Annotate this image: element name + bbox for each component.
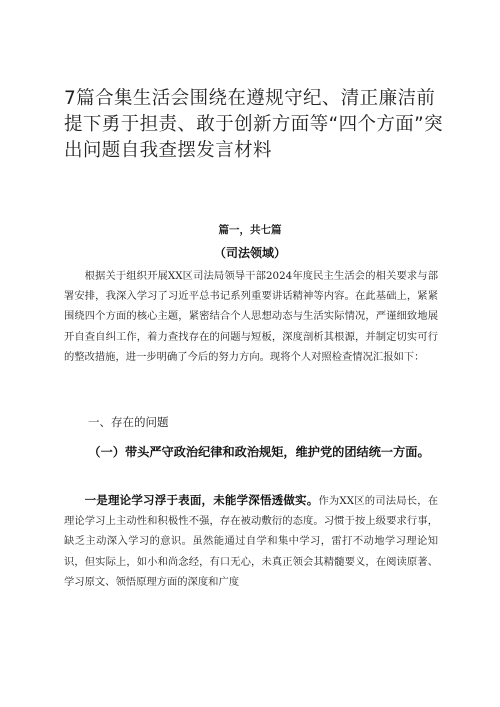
point-body: 作为XX区的司法局长，在理论学习上主动性和积极性不强，存在被动敷衍的态度。习惯于按上级要求行事，缺乏主动深入学习的意识。虽然能通过自学和集中学习，雷打不动地学习理论知识，但实际上，如小和尚念经，有口无心，未真正领会其精髓要义，在阅读原著、学习原文、领悟原理方面的深度和广度 <box>64 495 438 588</box>
domain-label: （司法领域） <box>213 246 286 260</box>
subsection-heading: （一）带头严守政治纪律和政治规矩，维护党的团结统一方面。 <box>88 445 430 459</box>
chapter-label: 篇一，共七篇 <box>218 224 282 236</box>
document-title: 7篇合集生活会围绕在遵规守纪、清正廉洁前提下勇于担责、敢于创新方面等“四个方面”突出问题自我查摆发言材料 <box>64 88 444 161</box>
section-heading: 一、存在的问题 <box>88 415 169 429</box>
point-lead: 一是理论学习浮于表面，未能学深悟透做实。 <box>84 493 319 507</box>
intro-paragraph: 根据关于组织开展XX区司法局领导干部2024年度民主生活会的相关要求与部署安排，我深入学习了习近平总书记系列重要讲话精神等内容。在此基础上，紧紧围绕四个方面的核心主题，紧密结合个人思想动态与生活实际情况，严谨细致地展开自查自纠工作，着力查找存在的问题与短板，深度剖析其根源，并制定切实可行的整改措施，进一步明确了今后的努力方向。现将个人对照检查情况汇报如下： <box>64 270 438 363</box>
point-paragraph <box>64 490 438 592</box>
